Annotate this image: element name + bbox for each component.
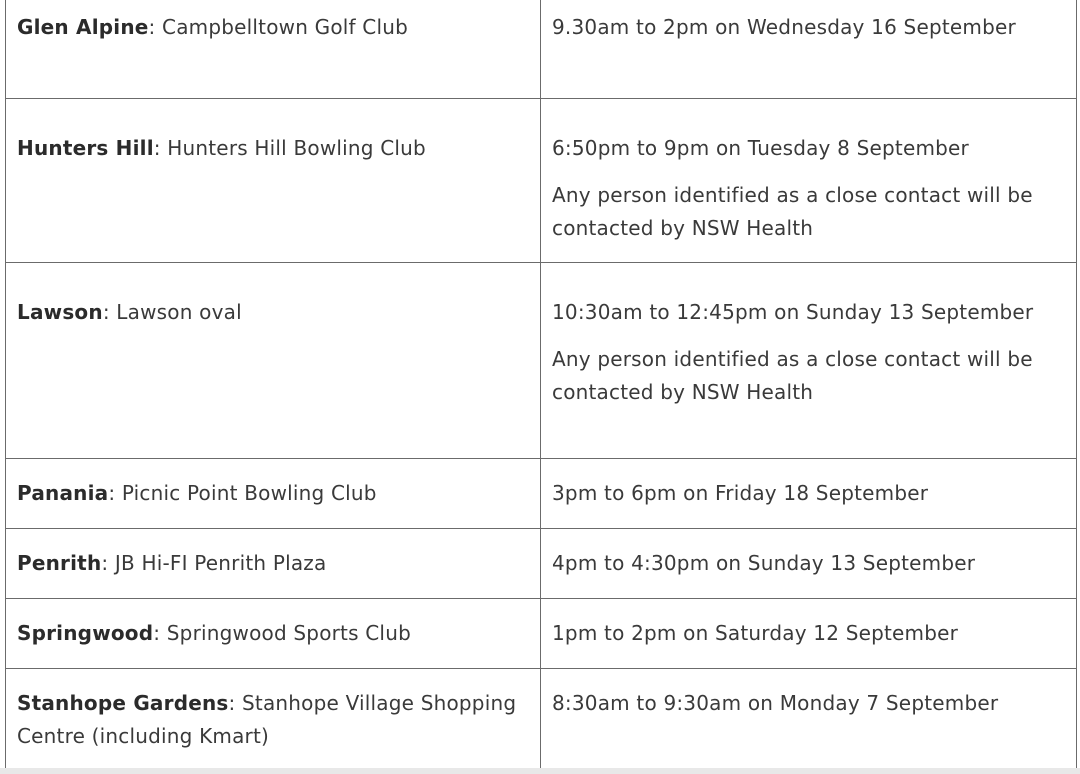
details-cell <box>541 529 1077 599</box>
details-cell <box>541 0 1077 99</box>
table-row <box>6 669 1077 774</box>
details-cell <box>541 263 1077 459</box>
details-cell <box>541 669 1077 774</box>
venue-name: : JB Hi-FI Penrith Plaza <box>101 551 327 575</box>
location-cell <box>6 99 541 263</box>
exposure-time: 10:30am to 12:45pm on Sunday 13 September <box>552 300 1034 324</box>
venue-name: : Campbelltown Golf Club <box>148 15 409 39</box>
exposure-time: 6:50pm to 9pm on Tuesday 8 September <box>552 136 969 160</box>
suburb-name: Springwood <box>17 621 154 645</box>
exposure-time: 3pm to 6pm on Friday 18 September <box>552 481 929 505</box>
venue-name: : Springwood Sports Club <box>153 621 411 645</box>
suburb-name: Lawson <box>17 300 103 324</box>
location-cell <box>6 263 541 459</box>
suburb-name: Stanhope Gardens <box>17 691 229 715</box>
contact-note: Any person identified as a close contact will be contacted by NSW Health <box>552 183 1033 240</box>
location-cell <box>6 599 541 669</box>
details-cell <box>541 599 1077 669</box>
venue-name: : Lawson oval <box>102 300 242 324</box>
exposure-time: 9.30am to 2pm on Wednesday 16 September <box>552 15 1016 39</box>
table-row <box>6 529 1077 599</box>
venue-name: : Hunters Hill Bowling Club <box>153 136 426 160</box>
details-cell <box>541 459 1077 529</box>
bottom-edge <box>0 768 1080 774</box>
exposure-time: 8:30am to 9:30am on Monday 7 September <box>552 691 999 715</box>
location-cell <box>6 669 541 774</box>
venue-name: : Stanhope Village Shopping Centre (including Kmart) <box>17 691 517 748</box>
venue-name: : Picnic Point Bowling Club <box>108 481 377 505</box>
table-row <box>6 599 1077 669</box>
suburb-name: Glen Alpine <box>17 15 149 39</box>
table-row <box>6 0 1077 99</box>
exposure-time: 1pm to 2pm on Saturday 12 September <box>552 621 959 645</box>
location-cell <box>6 0 541 99</box>
suburb-name: Hunters Hill <box>17 136 154 160</box>
exposure-time: 4pm to 4:30pm on Sunday 13 September <box>552 551 976 575</box>
location-cell <box>6 459 541 529</box>
suburb-name: Panania <box>17 481 109 505</box>
details-cell <box>541 99 1077 263</box>
table-row <box>6 99 1077 263</box>
venue-table <box>5 0 1077 774</box>
location-cell <box>6 529 541 599</box>
table-row <box>6 459 1077 529</box>
suburb-name: Penrith <box>17 551 102 575</box>
contact-note: Any person identified as a close contact will be contacted by NSW Health <box>552 347 1033 404</box>
table-row <box>6 263 1077 459</box>
